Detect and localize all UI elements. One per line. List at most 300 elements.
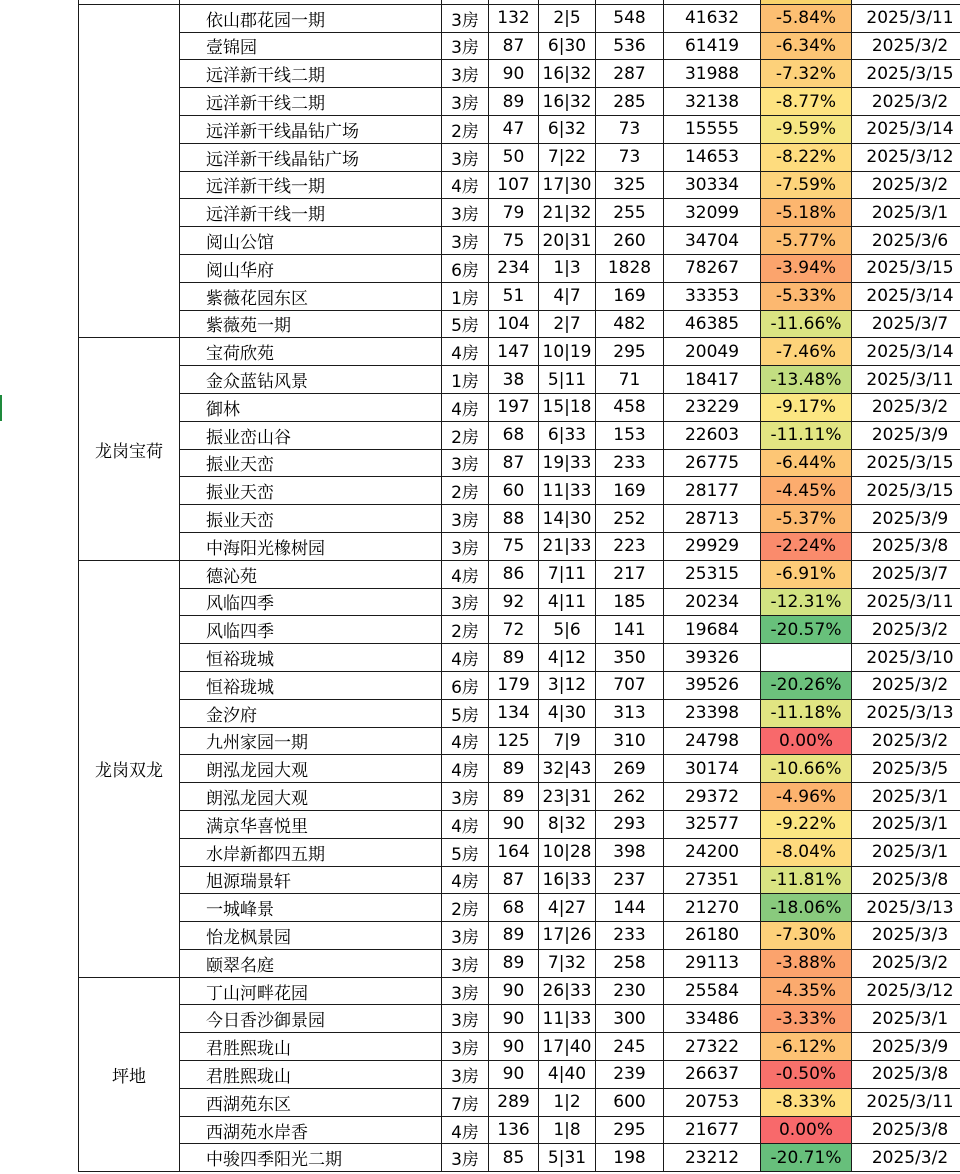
cell-floor: 4|7: [539, 282, 596, 310]
cell-date: 2025/3/12: [852, 143, 960, 171]
cell-change: 0.00%: [761, 727, 852, 755]
cell-floor: 4|30: [539, 699, 596, 727]
cell-price: 73: [596, 143, 664, 171]
cell-change: -12.31%: [761, 588, 852, 616]
table-row: [79, 505, 960, 533]
cell-unit-price: 28713: [664, 505, 761, 533]
cell-floor: 19|33: [539, 449, 596, 477]
cell-layout: 1房: [442, 366, 489, 394]
table-row: [79, 949, 960, 977]
cell-layout: 3房: [442, 922, 489, 950]
cell-change: 0.00%: [761, 1116, 852, 1144]
cell-unit-price: 19684: [664, 616, 761, 644]
district-cell: 龙岗双龙: [79, 560, 180, 977]
cell-layout: 5房: [442, 699, 489, 727]
cell-layout: 4房: [442, 1116, 489, 1144]
cell-floor: 26|33: [539, 977, 596, 1005]
cell-unit-price: 29372: [664, 783, 761, 811]
cell-floor: 17|26: [539, 922, 596, 950]
cell-price: 536: [596, 32, 664, 60]
table-row: [79, 783, 960, 811]
cell-price: 237: [596, 866, 664, 894]
district-cell: 龙岗宝荷: [79, 338, 180, 560]
cell-area: 89: [489, 644, 539, 672]
cell-price: 262: [596, 783, 664, 811]
cell-community: 怡龙枫景园: [180, 922, 442, 950]
cell-date: 2025/3/2: [852, 32, 960, 60]
cell-date: 2025/3/14: [852, 338, 960, 366]
cell-unit-price: 24200: [664, 838, 761, 866]
cell-date: 2025/3/12: [852, 977, 960, 1005]
cell-price: 245: [596, 1033, 664, 1061]
cell-change: -5.18%: [761, 199, 852, 227]
cell-change: -4.35%: [761, 977, 852, 1005]
cell-change: -2.24%: [761, 532, 852, 560]
cell-community: 紫薇花园东区: [180, 282, 442, 310]
cell-floor: 11|33: [539, 1005, 596, 1033]
cell-community: 振业天峦: [180, 505, 442, 533]
cell-change: -10.66%: [761, 755, 852, 783]
cell-unit-price: 20234: [664, 588, 761, 616]
cell-date: 2025/3/2: [852, 727, 960, 755]
cell-floor: 15|18: [539, 393, 596, 421]
cell-unit-price: 27351: [664, 866, 761, 894]
cell-community: 九州家园一期: [180, 727, 442, 755]
table-row: [79, 143, 960, 171]
table-row: [79, 477, 960, 505]
cell-layout: 5房: [442, 310, 489, 338]
cell-date: 2025/3/1: [852, 810, 960, 838]
table-row: [79, 4, 960, 32]
cell-area: 51: [489, 282, 539, 310]
cell-price: 260: [596, 227, 664, 255]
cell-change: -8.33%: [761, 1088, 852, 1116]
cell-price: 295: [596, 338, 664, 366]
cell-unit-price: 32138: [664, 88, 761, 116]
cell-community: 远洋新干线晶钻广场: [180, 143, 442, 171]
cell-layout: 3房: [442, 4, 489, 32]
cell-area: 87: [489, 866, 539, 894]
cell-change: -9.59%: [761, 115, 852, 143]
cell-layout: 4房: [442, 866, 489, 894]
cell-date: 2025/3/9: [852, 421, 960, 449]
cell-price: 313: [596, 699, 664, 727]
table-row: [79, 338, 960, 366]
table-row: [79, 671, 960, 699]
cell-area: 132: [489, 4, 539, 32]
cell-floor: 4|11: [539, 588, 596, 616]
cell-change: -13.48%: [761, 366, 852, 394]
cell-price: 258: [596, 949, 664, 977]
cell-community: 西湖苑东区: [180, 1088, 442, 1116]
cell-date: 2025/3/13: [852, 894, 960, 922]
cell-community: 远洋新干线一期: [180, 171, 442, 199]
cell-community: 君胜熙珑山: [180, 1061, 442, 1089]
cell-change: -6.91%: [761, 560, 852, 588]
cell-change: -4.96%: [761, 783, 852, 811]
cell-community: 西湖苑水岸香: [180, 1116, 442, 1144]
cell-price: 707: [596, 671, 664, 699]
cell-floor: 2|5: [539, 4, 596, 32]
cell-change: -11.18%: [761, 699, 852, 727]
cell-layout: 2房: [442, 894, 489, 922]
cell-area: 107: [489, 171, 539, 199]
cell-price: 233: [596, 449, 664, 477]
cell-floor: 6|32: [539, 115, 596, 143]
cell-unit-price: 33353: [664, 282, 761, 310]
table-body: [79, 0, 960, 1172]
cell-price: 285: [596, 88, 664, 116]
cell-date: 2025/3/2: [852, 88, 960, 116]
cell-unit-price: 20753: [664, 1088, 761, 1116]
left-edge-marker: [0, 395, 2, 421]
table-row: [79, 1088, 960, 1116]
cell-area: 85: [489, 1144, 539, 1172]
cell-date: 2025/3/2: [852, 949, 960, 977]
cell-community: 旭源瑞景轩: [180, 866, 442, 894]
cell-change: -11.11%: [761, 421, 852, 449]
cell-community: 风临四季: [180, 588, 442, 616]
cell-community: 远洋新干线一期: [180, 199, 442, 227]
cell-area: 89: [489, 88, 539, 116]
cell-unit-price: 24798: [664, 727, 761, 755]
cell-floor: 7|22: [539, 143, 596, 171]
cell-floor: 16|32: [539, 60, 596, 88]
cell-floor: 2|7: [539, 310, 596, 338]
cell-unit-price: 14653: [664, 143, 761, 171]
cell-community: 水岸新都四五期: [180, 838, 442, 866]
cell-change: -3.94%: [761, 254, 852, 282]
cell-layout: 7房: [442, 1088, 489, 1116]
cell-unit-price: 26775: [664, 449, 761, 477]
cell-price: 548: [596, 4, 664, 32]
cell-layout: 3房: [442, 1144, 489, 1172]
cell-change: -20.26%: [761, 671, 852, 699]
cell-unit-price: 18417: [664, 366, 761, 394]
cell-unit-price: 22603: [664, 421, 761, 449]
cell-floor: 4|27: [539, 894, 596, 922]
cell-community: 风临四季: [180, 616, 442, 644]
cell-community: 阅山公馆: [180, 227, 442, 255]
cell-floor: 17|40: [539, 1033, 596, 1061]
cell-price: 398: [596, 838, 664, 866]
cell-area: 164: [489, 838, 539, 866]
cell-community: 金汐府: [180, 699, 442, 727]
cell-area: 75: [489, 532, 539, 560]
cell-community: 满京华喜悦里: [180, 810, 442, 838]
cell-change: [761, 644, 852, 672]
cell-date: 2025/3/11: [852, 366, 960, 394]
cell-area: 89: [489, 922, 539, 950]
table-row: [79, 310, 960, 338]
cell-date: 2025/3/13: [852, 699, 960, 727]
cell-change: -3.88%: [761, 949, 852, 977]
cell-layout: 3房: [442, 532, 489, 560]
cell-community: 远洋新干线二期: [180, 88, 442, 116]
cell-floor: 16|32: [539, 88, 596, 116]
cell-layout: 3房: [442, 588, 489, 616]
cell-price: 153: [596, 421, 664, 449]
cell-layout: 4房: [442, 560, 489, 588]
cell-price: 1828: [596, 254, 664, 282]
cell-floor: 7|11: [539, 560, 596, 588]
table-row: [79, 977, 960, 1005]
cell-area: 47: [489, 115, 539, 143]
cell-unit-price: 25315: [664, 560, 761, 588]
cell-floor: 7|9: [539, 727, 596, 755]
cell-change: -20.71%: [761, 1144, 852, 1172]
cell-floor: 32|43: [539, 755, 596, 783]
cell-change: -9.17%: [761, 393, 852, 421]
cell-area: 147: [489, 338, 539, 366]
cell-change: -9.22%: [761, 810, 852, 838]
cell-change: -6.12%: [761, 1033, 852, 1061]
cell-price: 252: [596, 505, 664, 533]
cell-layout: 6房: [442, 671, 489, 699]
cell-date: 2025/3/7: [852, 310, 960, 338]
cell-date: 2025/3/2: [852, 171, 960, 199]
cell-community: 紫薇苑一期: [180, 310, 442, 338]
cell-date: 2025/3/1: [852, 783, 960, 811]
cell-layout: 3房: [442, 1005, 489, 1033]
cell-unit-price: 15555: [664, 115, 761, 143]
cell-price: 239: [596, 1061, 664, 1089]
cell-layout: 4房: [442, 727, 489, 755]
cell-price: 185: [596, 588, 664, 616]
cell-unit-price: 23229: [664, 393, 761, 421]
table-row: [79, 421, 960, 449]
cell-change: -7.30%: [761, 922, 852, 950]
cell-date: 2025/3/15: [852, 60, 960, 88]
cell-price: 230: [596, 977, 664, 1005]
cell-community: 远洋新干线晶钻广场: [180, 115, 442, 143]
cell-floor: 1|2: [539, 1088, 596, 1116]
table-row: [79, 727, 960, 755]
cell-date: 2025/3/5: [852, 755, 960, 783]
cell-unit-price: 29113: [664, 949, 761, 977]
table-row: [79, 366, 960, 394]
cell-price: 600: [596, 1088, 664, 1116]
cell-date: 2025/3/14: [852, 115, 960, 143]
cell-area: 86: [489, 560, 539, 588]
cell-change: -8.22%: [761, 143, 852, 171]
cell-floor: 8|32: [539, 810, 596, 838]
cell-layout: 3房: [442, 227, 489, 255]
cell-unit-price: 21270: [664, 894, 761, 922]
table-row: [79, 60, 960, 88]
table-row: [79, 866, 960, 894]
cell-date: 2025/3/8: [852, 1116, 960, 1144]
cell-change: -7.59%: [761, 171, 852, 199]
cell-area: 234: [489, 254, 539, 282]
cell-area: 136: [489, 1116, 539, 1144]
cell-price: 169: [596, 477, 664, 505]
cell-area: 89: [489, 755, 539, 783]
table-row: [79, 1061, 960, 1089]
cell-layout: 3房: [442, 88, 489, 116]
cell-change: -20.57%: [761, 616, 852, 644]
cell-price: 269: [596, 755, 664, 783]
cell-community: 振业天峦: [180, 477, 442, 505]
cell-price: 293: [596, 810, 664, 838]
cell-area: 125: [489, 727, 539, 755]
cell-community: 宝荷欣苑: [180, 338, 442, 366]
cell-unit-price: 78267: [664, 254, 761, 282]
table-row: [79, 1033, 960, 1061]
cell-date: 2025/3/9: [852, 1033, 960, 1061]
cell-price: 300: [596, 1005, 664, 1033]
table-row: [79, 699, 960, 727]
cell-date: 2025/3/14: [852, 282, 960, 310]
cell-area: 50: [489, 143, 539, 171]
cell-unit-price: 39326: [664, 644, 761, 672]
cell-layout: 3房: [442, 783, 489, 811]
cell-unit-price: 30334: [664, 171, 761, 199]
table-row: [79, 1144, 960, 1172]
cell-layout: 3房: [442, 977, 489, 1005]
cell-change: -6.44%: [761, 449, 852, 477]
cell-community: 颐翠名庭: [180, 949, 442, 977]
cell-layout: 3房: [442, 949, 489, 977]
cell-price: 458: [596, 393, 664, 421]
cell-area: 90: [489, 1005, 539, 1033]
cell-area: 87: [489, 449, 539, 477]
cell-price: 198: [596, 1144, 664, 1172]
cell-layout: 5房: [442, 838, 489, 866]
table-row: [79, 32, 960, 60]
cell-floor: 10|28: [539, 838, 596, 866]
cell-unit-price: 41632: [664, 4, 761, 32]
cell-date: 2025/3/1: [852, 199, 960, 227]
cell-unit-price: 26637: [664, 1061, 761, 1089]
cell-layout: 4房: [442, 644, 489, 672]
cell-unit-price: 31988: [664, 60, 761, 88]
cell-area: 90: [489, 810, 539, 838]
table-row: [79, 88, 960, 116]
cell-price: 350: [596, 644, 664, 672]
table-row: [79, 115, 960, 143]
cell-price: 287: [596, 60, 664, 88]
cell-date: 2025/3/2: [852, 616, 960, 644]
cell-area: 89: [489, 783, 539, 811]
cell-layout: 3房: [442, 505, 489, 533]
cell-area: 38: [489, 366, 539, 394]
cell-price: 73: [596, 115, 664, 143]
cell-layout: 3房: [442, 1033, 489, 1061]
cell-community: 中骏四季阳光二期: [180, 1144, 442, 1172]
cell-change: -4.45%: [761, 477, 852, 505]
cell-floor: 11|33: [539, 477, 596, 505]
cell-unit-price: 27322: [664, 1033, 761, 1061]
table-row: [79, 894, 960, 922]
cell-change: -7.32%: [761, 60, 852, 88]
cell-floor: 4|12: [539, 644, 596, 672]
cell-change: -6.34%: [761, 32, 852, 60]
cell-area: 90: [489, 977, 539, 1005]
cell-unit-price: 32099: [664, 199, 761, 227]
cell-layout: 4房: [442, 810, 489, 838]
cell-community: 振业峦山谷: [180, 421, 442, 449]
cell-price: 255: [596, 199, 664, 227]
cell-community: 一城峰景: [180, 894, 442, 922]
cell-area: 90: [489, 1033, 539, 1061]
cell-change: -5.37%: [761, 505, 852, 533]
table-row: [79, 199, 960, 227]
cell-unit-price: 23398: [664, 699, 761, 727]
cell-price: 325: [596, 171, 664, 199]
cell-date: 2025/3/11: [852, 1088, 960, 1116]
cell-layout: 3房: [442, 449, 489, 477]
cell-area: 89: [489, 949, 539, 977]
cell-community: 金众蓝钻风景: [180, 366, 442, 394]
cell-date: 2025/3/9: [852, 505, 960, 533]
cell-unit-price: 20049: [664, 338, 761, 366]
cell-area: 88: [489, 505, 539, 533]
table-row: [79, 1116, 960, 1144]
cell-area: 134: [489, 699, 539, 727]
cell-price: 223: [596, 532, 664, 560]
cell-community: 君胜熙珑山: [180, 1033, 442, 1061]
cell-date: 2025/3/7: [852, 560, 960, 588]
cell-floor: 1|8: [539, 1116, 596, 1144]
district-cell: [79, 4, 180, 338]
cell-change: -3.33%: [761, 1005, 852, 1033]
cell-area: 104: [489, 310, 539, 338]
cell-community: 依山郡花园一期: [180, 4, 442, 32]
cell-price: 169: [596, 282, 664, 310]
cell-date: 2025/3/2: [852, 1144, 960, 1172]
cell-area: 68: [489, 421, 539, 449]
cell-unit-price: 30174: [664, 755, 761, 783]
cell-area: 75: [489, 227, 539, 255]
cell-floor: 14|30: [539, 505, 596, 533]
cell-area: 87: [489, 32, 539, 60]
cell-change: -7.46%: [761, 338, 852, 366]
cell-floor: 7|32: [539, 949, 596, 977]
cell-floor: 5|6: [539, 616, 596, 644]
cell-change: -5.84%: [761, 4, 852, 32]
cell-date: 2025/3/11: [852, 4, 960, 32]
cell-change: -5.33%: [761, 282, 852, 310]
table-row: [79, 1005, 960, 1033]
cell-layout: 3房: [442, 60, 489, 88]
table-row: [79, 560, 960, 588]
cell-layout: 3房: [442, 32, 489, 60]
cell-layout: 2房: [442, 115, 489, 143]
cell-area: 289: [489, 1088, 539, 1116]
cell-date: 2025/3/15: [852, 449, 960, 477]
cell-area: 179: [489, 671, 539, 699]
cell-community: 中海阳光橡树园: [180, 532, 442, 560]
cell-community: 丁山河畔花园: [180, 977, 442, 1005]
cell-unit-price: 26180: [664, 922, 761, 950]
cell-area: 90: [489, 1061, 539, 1089]
cell-layout: 2房: [442, 477, 489, 505]
cell-change: -5.77%: [761, 227, 852, 255]
cell-layout: 4房: [442, 171, 489, 199]
cell-price: 144: [596, 894, 664, 922]
cell-layout: 4房: [442, 338, 489, 366]
cell-date: 2025/3/15: [852, 254, 960, 282]
cell-date: 2025/3/11: [852, 588, 960, 616]
listing-table: [78, 0, 960, 1172]
cell-price: 217: [596, 560, 664, 588]
cell-floor: 16|33: [539, 866, 596, 894]
table-row: [79, 254, 960, 282]
cell-floor: 21|32: [539, 199, 596, 227]
cell-floor: 17|30: [539, 171, 596, 199]
cell-change: -8.77%: [761, 88, 852, 116]
